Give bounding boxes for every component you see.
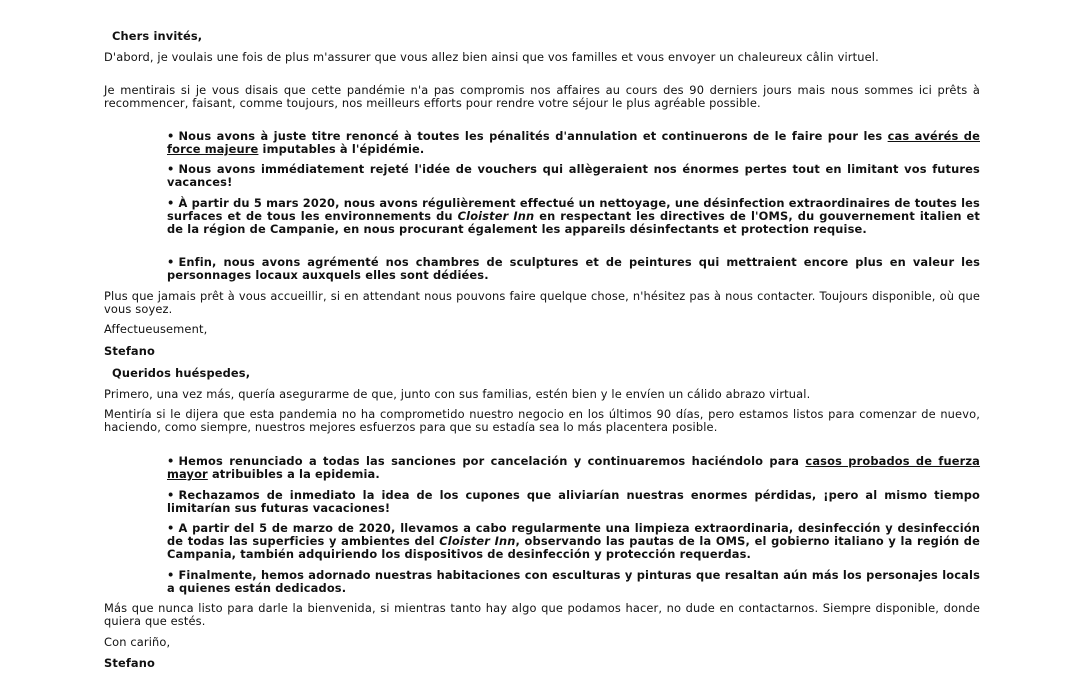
french-paragraph-1: D'abord, je voulais une fois de plus m'assurer que vous allez bien ainsi que vos familles et vous envoyer un chaleureux câlin virtuel. bbox=[104, 50, 879, 64]
bullet-icon: • bbox=[167, 162, 175, 176]
hotel-name: Cloister Inn bbox=[457, 209, 535, 223]
spanish-paragraph-2: Mentiría si le dijera que esta pandemia no ha comprometido nuestro negocio en los últimos 90 días, pero estamos listos para comenzar de nuevo, haciendo, como siempre, nuestros mejores esfuerzos para que su estadía sea lo más placentera posible. bbox=[104, 407, 980, 434]
bullet-icon: • bbox=[167, 129, 175, 143]
bullet-icon: • bbox=[167, 568, 175, 582]
spanish-bullet-4: • Finalmente, hemos adornado nuestras habitaciones con esculturas y pinturas que resaltan aún más los personajes locals a quienes están dedicados. bbox=[167, 568, 980, 595]
spanish-paragraph-1: Primero, una vez más, quería asegurarme de que, junto con sus familias, estén bien y le envíen un cálido abrazo virtual. bbox=[104, 387, 811, 401]
bullet-icon: • bbox=[167, 454, 175, 468]
french-paragraph-2: Je mentirais si je vous disais que cette pandémie n'a pas compromis nos affaires au cours des 90 derniers jours mais nous sommes ici prêts à recommencer, faisant, comme toujours, nos meilleurs efforts pour rendre votre séjour le plus agréable possible. bbox=[104, 83, 980, 110]
spanish-greeting: Queridos huéspedes, bbox=[112, 366, 251, 380]
french-signature: Stefano bbox=[104, 344, 156, 358]
french-greeting: Chers invités, bbox=[112, 29, 203, 43]
spanish-signature: Stefano bbox=[104, 656, 156, 670]
spanish-closing: Con cariño, bbox=[104, 635, 171, 649]
force-majeure-link[interactable]: cas avérés de force majeure bbox=[167, 129, 980, 156]
spanish-bullet-1: • Hemos renunciado a todas las sanciones por cancelación y continuaremos haciéndolo para casos probados de fuerza mayor atribuibles a la epidemia. bbox=[167, 454, 981, 481]
spanish-bullet-3: • A partir del 5 de marzo de 2020, llevamos a cabo regularmente una limpieza extraordinaria, desinfección y desinfección de todas las superficies y ambientes del Cloister Inn, observando las pautas de la OMS, el gobierno italiano y la región de Campania, también adquiriendo los dispositivos de desinfección y protección requerdas. bbox=[167, 521, 980, 561]
french-paragraph-3: Plus que jamais prêt à vous accueillir, si en attendant nous pouvons faire quelque chose, n'hésitez pas à nous contacter. Toujours disponible, où que vous soyez. bbox=[104, 289, 980, 316]
bullet-icon: • bbox=[167, 255, 175, 269]
french-bullet-4: • Enfin, nous avons agrémenté nos chambres de sculptures et de peintures qui mettraient encore plus en valeur les personnages locaux auxquels elles sont dédiées. bbox=[167, 255, 980, 282]
french-bullet-1: • Nous avons à juste titre renoncé à toutes les pénalités d'annulation et continuerons de le faire pour les cas avérés de force majeure imputables à l'épidémie. bbox=[167, 129, 980, 156]
spanish-paragraph-3: Más que nunca listo para darle la bienvenida, si mientras tanto hay algo que podamos hacer, no dude en contactarnos. Siempre disponible, donde quiera que estés. bbox=[104, 601, 980, 628]
french-bullet-3: • À partir du 5 mars 2020, nous avons régulièrement effectué un nettoyage, une désinfection extraordinaires de toutes les surfaces et de tous les environnements du Cloister Inn en respectant les directives de l'OMS, du gouvernement italien et de la région de Campanie, en nous procurant également les appareils désinfectants et protection requise. bbox=[167, 196, 980, 236]
bullet-icon: • bbox=[167, 196, 175, 210]
french-bullet-2: • Nous avons immédiatement rejeté l'idée de vouchers qui allègeraient nos énormes pertes tout en limitant vos futures vacances! bbox=[167, 162, 980, 189]
french-closing: Affectueusement, bbox=[104, 322, 208, 336]
hotel-name: Cloister Inn bbox=[439, 534, 516, 548]
bullet-icon: • bbox=[167, 488, 175, 502]
fuerza-mayor-link[interactable]: casos probados de fuerza mayor bbox=[167, 454, 981, 481]
spanish-bullet-2: • Rechazamos de inmediato la idea de los cupones que aliviarían nuestras enormes pérdidas, ¡pero al mismo tiempo limitarían sus futuras vacaciones! bbox=[167, 488, 980, 515]
bullet-icon: • bbox=[167, 521, 175, 535]
